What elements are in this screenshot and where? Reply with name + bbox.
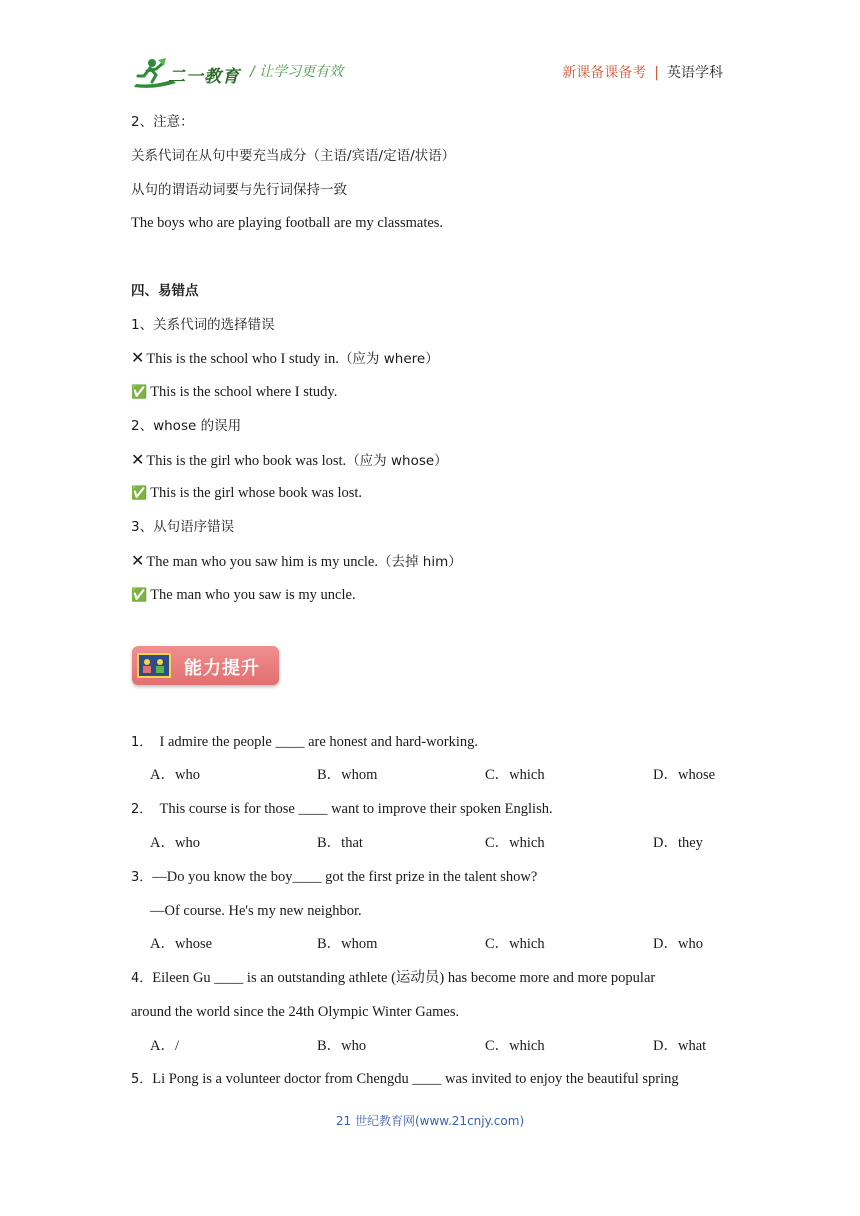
option-d: D．whose xyxy=(653,767,716,783)
header-subject-label: 英语学科 xyxy=(667,65,723,81)
option-a: A．/ xyxy=(150,1038,179,1054)
question-4 xyxy=(131,968,655,989)
question-text: Li Pong is a volunteer doctor from Chengdu ____ was invited to enjoy the beautiful spring xyxy=(152,1071,679,1087)
cross-icon: ✕ xyxy=(131,348,145,367)
option-a: A．who xyxy=(150,767,200,783)
question-number: 5． xyxy=(131,1072,153,1087)
option-b: B．that xyxy=(317,835,363,851)
question-number: 2． xyxy=(131,802,153,817)
option-d: D．who xyxy=(653,936,703,952)
notes-title: 2、注意： xyxy=(131,114,194,130)
option-b: B．who xyxy=(317,1038,367,1054)
option-b: B．whom xyxy=(317,936,378,952)
banner-label: 能力提升 xyxy=(184,658,260,679)
cross-icon: ✕ xyxy=(131,551,145,570)
mistake-title-2: 2、whose 的误用 xyxy=(131,418,242,434)
option-d: D．they xyxy=(653,835,703,851)
wrong-note: （去掉 him） xyxy=(377,554,462,570)
question-text: I admire the people ____ are honest and hard-working. xyxy=(159,734,479,750)
wrong-sentence: This is the girl who book was lost. xyxy=(146,453,347,469)
mistakes-heading: 四、易错点 xyxy=(131,283,199,299)
option-a: A．whose xyxy=(150,936,213,952)
mistake-wrong-3 xyxy=(131,551,462,572)
question-5 xyxy=(131,1069,679,1090)
question-number: 4． xyxy=(131,971,153,986)
header-separator: | xyxy=(654,65,659,81)
header-course-label: 新课备课备考 xyxy=(562,65,647,81)
option-c: C．which xyxy=(485,1038,545,1054)
question-text: —Do you know the boy____ got the first prize in the talent show? xyxy=(152,869,538,885)
question-number: 3． xyxy=(131,870,153,885)
ability-banner xyxy=(132,646,279,685)
option-a: A．who xyxy=(150,835,200,851)
right-sentence: This is the girl whose book was lost. xyxy=(150,485,363,501)
header-subject xyxy=(562,62,723,82)
notes-line-1: 关系代词在从句中要充当成分（主语/宾语/定语/状语） xyxy=(131,148,456,164)
question-3 xyxy=(131,867,537,888)
mistake-right-1 xyxy=(131,382,337,403)
wrong-sentence: The man who you saw him is my uncle. xyxy=(146,554,378,570)
team-icon xyxy=(137,653,171,678)
option-c: C．which xyxy=(485,936,545,952)
right-sentence: This is the school where I study. xyxy=(150,384,338,400)
wrong-sentence: This is the school who I study in. xyxy=(146,351,339,367)
notes-line-2: 从句的谓语动词要与先行词保持一致 xyxy=(131,182,347,198)
question-4-continued: around the world since the 24th Olympic Winter Games. xyxy=(131,1004,460,1020)
logo-text: 二一教育 xyxy=(168,67,240,87)
cross-icon: ✕ xyxy=(131,450,145,469)
question-3-reply: —Of course. He's my new neighbor. xyxy=(150,903,362,919)
mistake-wrong-1 xyxy=(131,348,439,369)
mistake-right-2 xyxy=(131,483,362,504)
page-footer: 21 世纪教育网(www.21cnjy.com) xyxy=(335,1114,525,1128)
question-number: 1． xyxy=(131,735,153,750)
check-icon: ✅ xyxy=(131,486,148,501)
option-c: C．which xyxy=(485,767,545,783)
mistake-title-3: 3、从句语序错误 xyxy=(131,519,235,535)
question-text: This course is for those ____ want to improve their spoken English. xyxy=(159,801,553,817)
mistake-right-3 xyxy=(131,585,356,606)
wrong-note: （应为 where） xyxy=(338,351,439,367)
option-d: D．what xyxy=(653,1038,707,1054)
right-sentence: The man who you saw is my uncle. xyxy=(150,587,356,603)
page-header xyxy=(0,0,860,100)
check-icon: ✅ xyxy=(131,385,148,400)
mistake-wrong-2 xyxy=(131,450,448,471)
check-icon: ✅ xyxy=(131,588,148,603)
option-c: C．which xyxy=(485,835,545,851)
slogan: / 让学习更有效 xyxy=(250,64,344,80)
notes-example: The boys who are playing football are my classmates. xyxy=(131,215,444,231)
question-text: Eileen Gu ____ is an outstanding athlete (运动员) has become more and more popular xyxy=(152,970,656,986)
wrong-note: （应为 whose） xyxy=(346,453,448,469)
mistake-title-1: 1、关系代词的选择错误 xyxy=(131,317,275,333)
option-b: B．whom xyxy=(317,767,378,783)
question-1 xyxy=(131,732,478,753)
question-2 xyxy=(131,799,553,820)
